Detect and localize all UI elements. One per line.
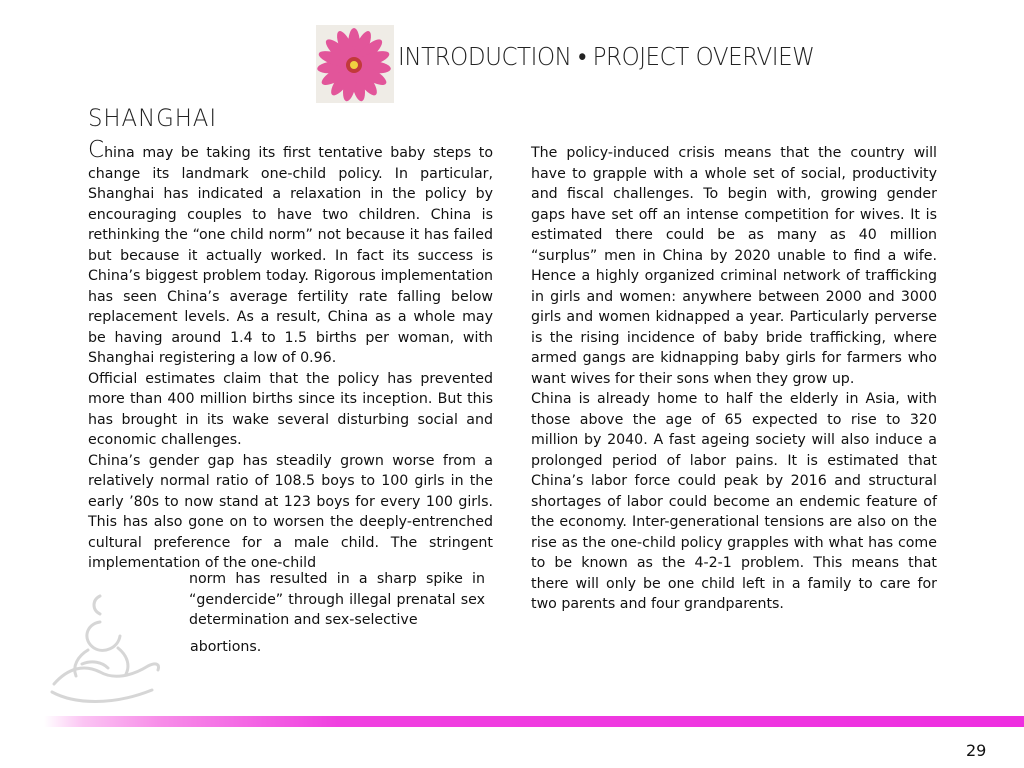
paragraph: China is already home to half the elderly in Asia, with those above the age of 65 expected to rise to 320 million by 2040. A fast ageing society will also induce a prolonged period of labor pains. It is estimated that China’s labor force could peak by 2016 and structural shortages of labor could become an endemic feature of the economy. Inter-generational tensions are also on the rise as the one-child policy grapples with what has come to be known as the 4-2-1 problem. This means that there will only be one child left in a family to care for two parents and four grandparents.	[531, 391, 937, 612]
paragraph: China’s gender gap has steadily grown worse from a relatively normal ratio of 108.5 boys to 100 girls in the early ’80s to now stand at 123 boys for every 100 girls. This has also gone on to worsen the deeply-entrenched cultural preference for a male child. The stringent implementation of the one-child	[88, 452, 493, 571]
right-column	[531, 143, 937, 615]
paragraph-text: hina may be taking its first tentative baby steps to change its landmark one-child policy. In particular, Shanghai has indicated a relaxation in the policy by encouraging couples to have two children. China is rethinking the “one child norm” not because it has failed but because it actually worked. In fact its success is China’s biggest problem today. Rigorous implementation has seen China’s average fertility rate falling below replacement levels. As a result, China as a whole may be having around 1.4 to 1.5 births per woman, with Shanghai registering a low of 0.96.	[88, 145, 493, 366]
paragraph: The policy-induced crisis means that the country will have to grapple with a whole set of social, productivity and fiscal challenges. To begin with, growing gender gaps have set off an intense competition for wives. It is estimated there could be as many as 40 million “surplus” men in China by 2020 unable to find a wife. Hence a highly organized criminal network of trafficking in girls and women: anywhere between 2000 and 3000 girls and women kidnapped a year. Particularly perverse is the rising incidence of baby bride trafficking, where armed gangs are kidnapping baby girls for farmers who want wives for their sons when they grow up.	[531, 145, 937, 387]
paragraph: Official estimates claim that the policy has prevented more than 400 million births since its inception. But this has brought in its wake several disturbing social and economic challenges.	[88, 370, 493, 448]
left-column	[88, 137, 493, 574]
drop-cap: C	[88, 137, 105, 163]
paragraph-last-line: abortions.	[190, 639, 262, 655]
page-number: 29	[966, 741, 987, 760]
paragraph	[88, 137, 493, 369]
page-header-title: INTRODUCTION • PROJECT OVERVIEW	[398, 42, 815, 71]
footer-accent-bar	[44, 716, 1024, 727]
indented-paragraph: norm has resulted in a sharp spike in “gendercide” through illegal prenatal sex determination and sex-selective	[189, 571, 485, 628]
section-heading: SHANGHAI	[88, 104, 218, 132]
meditation-figure-icon	[48, 592, 168, 710]
pink-flower-icon	[316, 25, 394, 103]
